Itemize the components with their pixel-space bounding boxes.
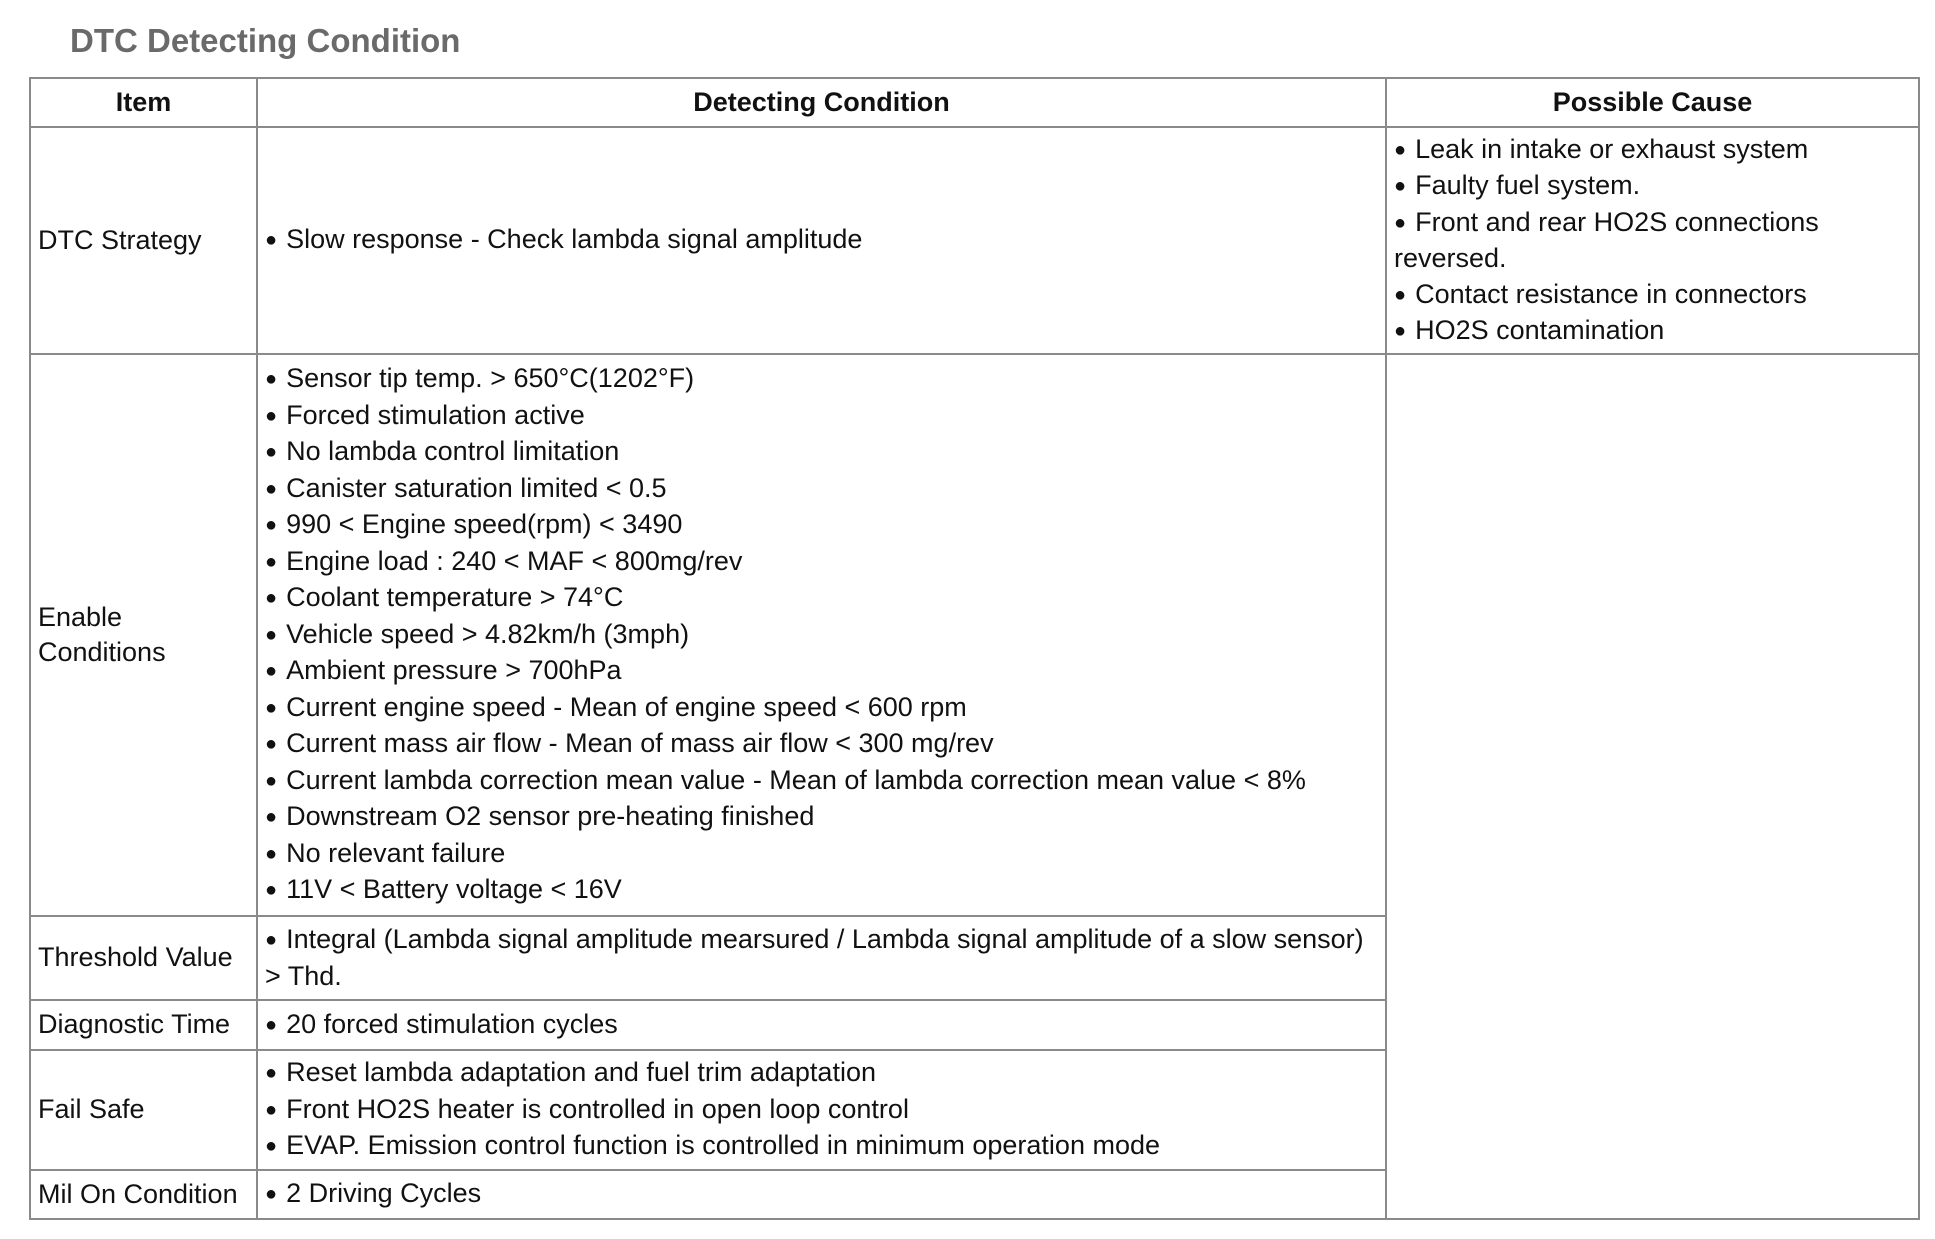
header-item: Item: [30, 78, 257, 127]
possible-cause-item: ● Leak in intake or exhaust system: [1394, 132, 1911, 169]
condition-cell-enable-conditions: [257, 354, 1386, 916]
header-detecting-condition: Detecting Condition: [257, 78, 1386, 127]
condition-item: ● Downstream O2 sensor pre-heating finished: [265, 799, 1378, 836]
condition-item: ● Integral (Lambda signal amplitude mearsured / Lambda signal amplitude of a slow sensor) > Thd.: [265, 922, 1378, 994]
condition-item: ● No relevant failure: [265, 836, 1378, 873]
condition-item: ● Coolant temperature > 74°C: [265, 580, 1378, 617]
possible-cause-cell: [1386, 127, 1919, 354]
item-label: Enable Conditions: [38, 601, 166, 667]
table-header-row: [30, 78, 1919, 127]
possible-cause-list: [1394, 132, 1911, 350]
item-label: Threshold Value: [38, 942, 233, 973]
condition-item: ● Engine load : 240 < MAF < 800mg/rev: [265, 544, 1378, 581]
possible-cause-item: ● Front and rear HO2S connections reversed.: [1394, 205, 1911, 277]
possible-cause-empty-cell: [1386, 354, 1919, 1219]
condition-item: ● Ambient pressure > 700hPa: [265, 653, 1378, 690]
condition-cell-dtc-strategy: [257, 127, 1386, 354]
condition-item: ● Forced stimulation active: [265, 398, 1378, 435]
condition-cell-mil-on-condition: [257, 1170, 1386, 1219]
condition-list: [265, 922, 1378, 994]
condition-list: [265, 222, 1378, 259]
condition-item: ● Sensor tip temp. > 650°C(1202°F): [265, 361, 1378, 398]
condition-item: ● Current mass air flow - Mean of mass air flow < 300 mg/rev: [265, 726, 1378, 763]
condition-list: [265, 1007, 1378, 1044]
condition-item: ● EVAP. Emission control function is controlled in minimum operation mode: [265, 1128, 1378, 1165]
item-cell-diagnostic-time: [30, 1000, 257, 1050]
dtc-condition-table: [29, 77, 1920, 1220]
condition-item: ● 2 Driving Cycles: [265, 1176, 1378, 1213]
condition-cell-diagnostic-time: [257, 1000, 1386, 1050]
item-cell-enable-conditions: [30, 354, 257, 916]
possible-cause-item: ● HO2S contamination: [1394, 313, 1911, 350]
table-row-enable-conditions: [30, 354, 1919, 916]
condition-cell-fail-safe: [257, 1050, 1386, 1170]
condition-item: ● Current engine speed - Mean of engine speed < 600 rpm: [265, 690, 1378, 727]
possible-cause-item: ● Contact resistance in connectors: [1394, 277, 1911, 314]
condition-cell-threshold-value: [257, 916, 1386, 1000]
item-label: DTC Strategy: [38, 224, 202, 255]
item-label: Diagnostic Time: [38, 1009, 231, 1040]
item-label: Mil On Condition: [38, 1178, 238, 1209]
condition-item: ● 20 forced stimulation cycles: [265, 1007, 1378, 1044]
condition-list: [265, 361, 1378, 909]
condition-item: ● No lambda control limitation: [265, 434, 1378, 471]
item-label: Fail Safe: [38, 1094, 145, 1125]
condition-item: ● 11V < Battery voltage < 16V: [265, 872, 1378, 909]
item-cell-mil-on-condition: [30, 1170, 257, 1219]
item-cell-threshold-value: [30, 916, 257, 1000]
condition-item: ● Canister saturation limited < 0.5: [265, 471, 1378, 508]
header-possible-cause: Possible Cause: [1386, 78, 1919, 127]
condition-list: [265, 1055, 1378, 1165]
possible-cause-item: ● Faulty fuel system.: [1394, 168, 1911, 205]
table-row-dtc-strategy: [30, 127, 1919, 354]
condition-item: ● 990 < Engine speed(rpm) < 3490: [265, 507, 1378, 544]
item-cell-dtc-strategy: [30, 127, 257, 354]
item-cell-fail-safe: [30, 1050, 257, 1170]
condition-item: ● Current lambda correction mean value - Mean of lambda correction mean value < 8%: [265, 763, 1378, 800]
condition-list: [265, 1176, 1378, 1213]
condition-item: ● Front HO2S heater is controlled in open loop control: [265, 1092, 1378, 1129]
condition-item: ● Vehicle speed > 4.82km/h (3mph): [265, 617, 1378, 654]
page-title: DTC Detecting Condition: [70, 22, 461, 59]
condition-item: ● Slow response - Check lambda signal amplitude: [265, 222, 1378, 259]
condition-item: ● Reset lambda adaptation and fuel trim adaptation: [265, 1055, 1378, 1092]
